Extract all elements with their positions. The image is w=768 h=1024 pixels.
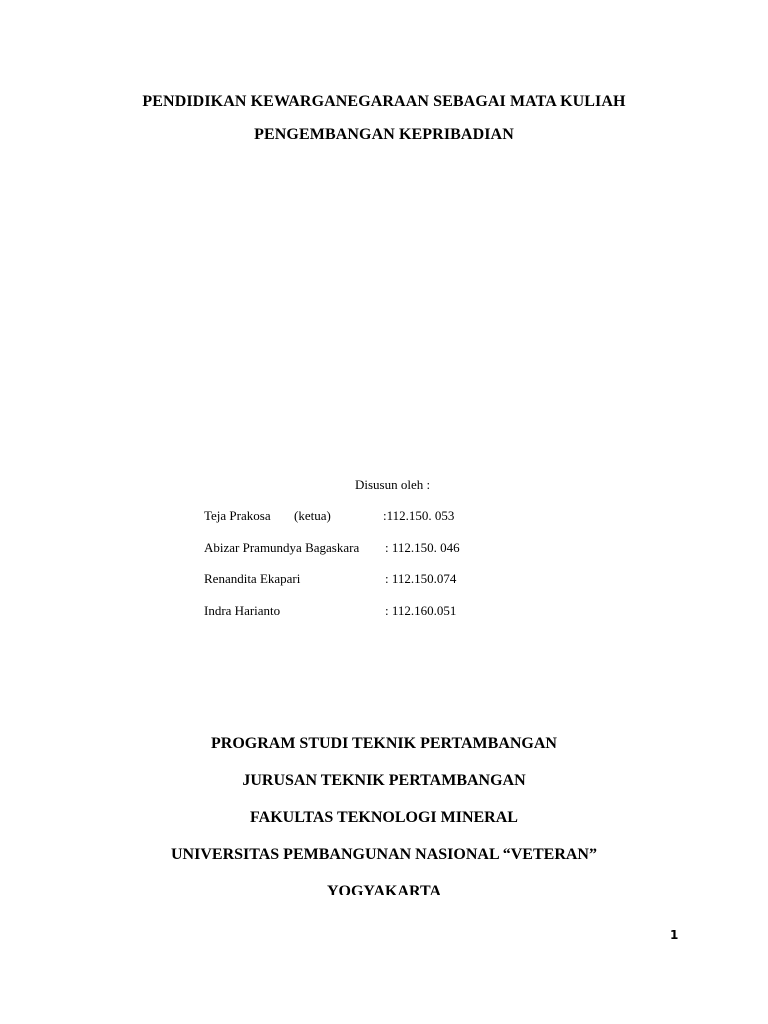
document-title-line-2: PENGEMBANGAN KEPRIBADIAN <box>254 126 514 143</box>
department-heading: JURUSAN TEKNIK PERTAMBANGAN <box>242 772 526 789</box>
author-row <box>204 603 504 621</box>
author-name: Abizar Pramundya Bagaskara <box>204 540 360 555</box>
author-student-id: :112.150. 053 <box>383 508 455 523</box>
document-title-line-1: PENDIDIKAN KEWARGANEGARAAN SEBAGAI MATA KULIAH <box>142 93 626 110</box>
university-heading: UNIVERSITAS PEMBANGUNAN NASIONAL “VETERAN” <box>171 846 597 863</box>
author-student-id: : 112.160.051 <box>385 603 457 618</box>
author-name: Renandita Ekapari <box>204 571 301 586</box>
city-heading: YOGYAKARTA <box>326 883 442 895</box>
study-program-heading: PROGRAM STUDI TEKNIK PERTAMBANGAN <box>211 735 557 752</box>
compiled-by-label: Disusun oleh : <box>355 477 431 492</box>
author-row <box>204 540 504 558</box>
author-row <box>204 508 504 526</box>
author-student-id: : 112.150.074 <box>385 571 457 586</box>
author-name: Teja Prakosa <box>204 508 271 523</box>
page-number: 1 <box>670 928 679 942</box>
author-student-id: : 112.150. 046 <box>385 540 460 555</box>
author-role: (ketua) <box>294 508 331 523</box>
faculty-heading: FAKULTAS TEKNOLOGI MINERAL <box>250 809 518 826</box>
author-name: Indra Harianto <box>204 603 281 618</box>
author-row <box>204 571 504 589</box>
